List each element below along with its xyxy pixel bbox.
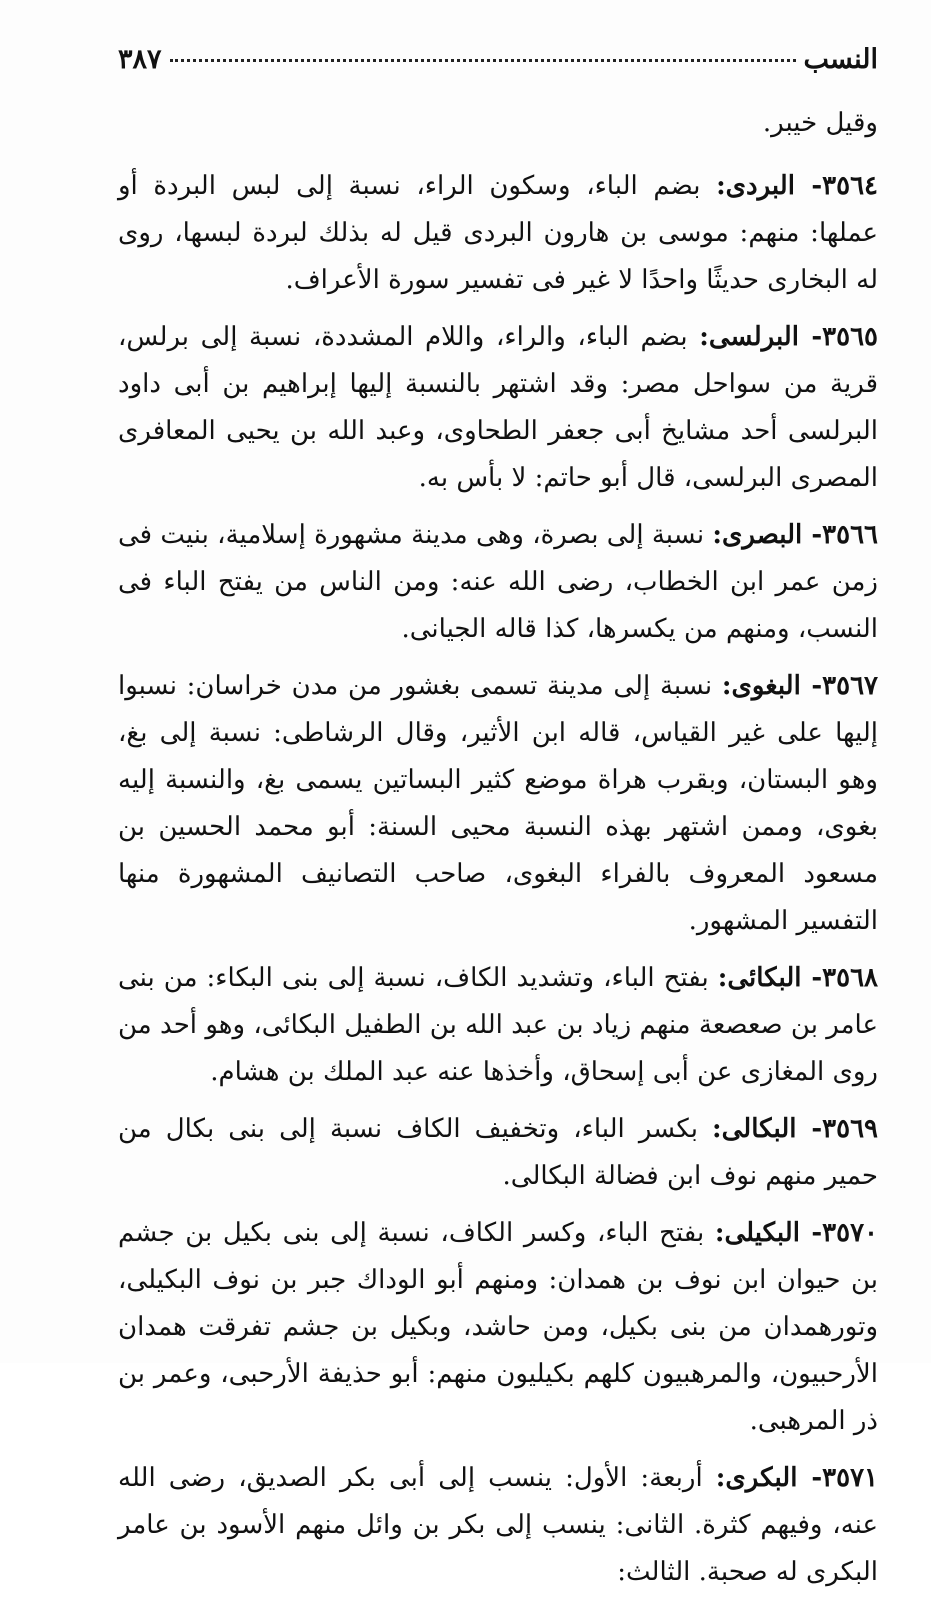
entry-term: البغوى: — [721, 671, 801, 701]
entry-term: البكرى: — [715, 1463, 798, 1493]
entry-number: ٣٥٦٨- — [801, 963, 879, 993]
header-leader-dots — [170, 59, 796, 62]
entry-number: ٣٥٦٧- — [800, 671, 879, 701]
entry-number: ٣٥٦٦- — [802, 520, 878, 550]
entry-number: ٣٥٧١- — [797, 1463, 878, 1493]
entry-paragraph — [118, 1210, 878, 1445]
entry-number: ٣٥٦٥- — [798, 322, 878, 352]
entry-text: أربعة: الأول: ينسب إلى أبى بكر الصديق، رضى الله عنه، وفيهم كثرة. الثانى: ينسب إلى بكر بن وائل منهم الأسود بن عامر البكرى له صحبة. الثالث: — [118, 1463, 878, 1587]
entry-text: بضم الباء، والراء، واللام المشددة، نسبة إلى برلس، قرية من سواحل مصر: وقد اشتهر بالنسبة إليها إبراهيم بن أبى داود البرلسى أحد مشايخ أبى جعفر الطحاوى، وعبد الله بن يحيى المعافرى المصرى البرلسى، قال أبو حاتم: لا بأس به. — [118, 322, 878, 493]
entry-paragraph — [118, 663, 878, 945]
entry-text: نسبة إلى بصرة، وهى مدينة مشهورة إسلامية، بنيت فى زمن عمر ابن الخطاب، رضى الله عنه: ومن الناس من يفتح الباء فى النسب، ومنهم من يكسرها، كذا قاله الجيانى. — [118, 520, 878, 644]
page-body — [118, 100, 878, 1606]
entry-term: البكائى: — [717, 963, 802, 993]
entry-number: ٣٥٦٩- — [796, 1114, 879, 1144]
paragraph-text: وقيل خيبر. — [762, 108, 878, 138]
entry-number: ٣٥٦٤- — [794, 171, 878, 201]
entry-term: البكيلى: — [714, 1218, 800, 1248]
entry-term: البردى: — [716, 171, 795, 201]
page-number: ٣٨٧ — [118, 44, 162, 75]
entry-text: بفتح الباء، وكسر الكاف، نسبة إلى بنى بكيل بن جشم بن حيوان ابن نوف بن همدان: ومنهم أبو الوداك جبر بن نوف البكيلى، وتورهمدان من بنى بكيل، ومن حاشد، وبكيل بن جشم تفرقت همدان الأرحبيون، والمرهبيون كلهم بكيليون منهم: أبو حذيفة الأرحبى، وعمر بن ذر المرهبى. — [118, 1218, 878, 1436]
entry-text: بضم الباء، وسكون الراء، نسبة إلى لبس البردة أو عملها: منهم: موسى بن هارون البردى قيل له بذلك لبردة لبسها، روى له البخارى حديثًا واحدًا لا غير فى تفسير سورة الأعراف. — [118, 171, 878, 295]
entry-term: البرلسى: — [699, 322, 799, 352]
running-header — [118, 44, 878, 84]
entry-text: بكسر الباء، وتخفيف الكاف نسبة إلى بنى بكال من حمير منهم نوف ابن فضالة البكالى. — [118, 1114, 878, 1191]
entry-paragraph — [118, 314, 878, 502]
entry-paragraph — [118, 1106, 878, 1200]
entry-number: ٣٥٧٠- — [799, 1218, 879, 1248]
entry-term: البصرى: — [712, 520, 803, 550]
entry-term: البكالى: — [712, 1114, 797, 1144]
paragraph-continuation — [118, 100, 878, 147]
header-title: النسب — [803, 44, 878, 75]
entry-paragraph — [118, 955, 878, 1096]
entry-paragraph — [118, 163, 878, 304]
entry-text: نسبة إلى مدينة تسمى بغشور من مدن خراسان: نسبوا إليها على غير القياس، قاله ابن الأثير، وقال الرشاطى: نسبة إلى بغ، وهو البستان، وبقرب هراة موضع كثير البساتين يسمى بغ، والنسبة إليه بغوى، وممن اشتهر بهذه النسبة محيى السنة: أبو محمد الحسين بن مسعود المعروف بالفراء البغوى، صاحب التصانيف المشهورة منها التفسير المشهور. — [118, 671, 878, 936]
entry-text: بفتح الباء، وتشديد الكاف، نسبة إلى بنى البكاء: من بنى عامر بن صعصعة منهم زياد بن عبد الله بن الطفيل البكائى، وهو أحد من روى المغازى عن أبى إسحاق، وأخذها عنه عبد الملك بن هشام. — [118, 963, 878, 1087]
entry-paragraph — [118, 512, 878, 653]
entry-paragraph — [118, 1455, 878, 1596]
